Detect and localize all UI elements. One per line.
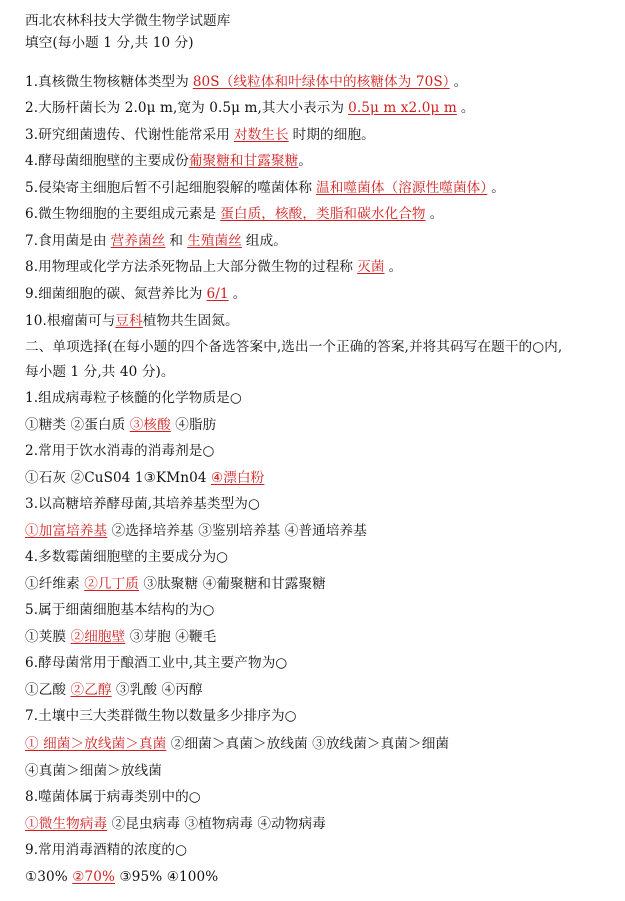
- q-text: 1.真核微生物核糖体类型为: [25, 74, 189, 90]
- option-4: ④普通培养基: [284, 523, 367, 539]
- q-text: 10.根瘤菌可与: [25, 313, 116, 329]
- doc-title: 西北农林科技大学微生物学试题库: [25, 13, 231, 29]
- choice-q4-stem: 4.多数霉菌细胞壁的主要成分为○: [25, 549, 229, 565]
- choice-q2-stem: 2.常用于饮水消毒的消毒剂是○: [25, 443, 215, 459]
- option-2: ②CuS04: [70, 470, 131, 486]
- option-1-correct: ①微生物病毒: [25, 816, 108, 832]
- q-text: 和: [169, 233, 184, 249]
- q-text: 。: [232, 286, 247, 302]
- q-answer: 豆科: [115, 313, 143, 329]
- option-4: ④动物病毒: [257, 816, 326, 832]
- option-2: ②昆虫病毒: [111, 816, 181, 832]
- choice-q6-options: [25, 681, 617, 699]
- choice-q3-stem: 3.以高糖培养酵母菌,其培养基类型为○: [25, 496, 260, 512]
- choice-q7-stem: 7.土壤中三大类群微生物以数量多少排序为○: [25, 708, 297, 724]
- option-2-correct: ②几丁质: [84, 576, 139, 592]
- q-text: 。: [453, 74, 468, 90]
- option-2: ②细菌＞真菌＞放线菌: [170, 736, 308, 752]
- q-text: 。: [491, 180, 505, 196]
- fill-q10: [25, 312, 617, 330]
- option-1: ①纤维素: [25, 576, 80, 592]
- option-1: ①荚膜: [25, 629, 67, 645]
- choice-q9-options: [25, 868, 617, 886]
- fill-q5: [25, 179, 617, 197]
- q-answer: 蛋白质，核酸，类脂和碳水化合物: [220, 206, 426, 222]
- choice-q7-options: [25, 735, 617, 753]
- fill-q8: [25, 258, 617, 276]
- fill-q2: [25, 99, 617, 117]
- choice-q8-options: [25, 815, 617, 833]
- choice-q7-options-cont: [25, 762, 617, 780]
- option-4: ④丙醇: [161, 682, 203, 698]
- q-answer: 0.5μ m x2.0μ m: [348, 100, 457, 116]
- q-answer: 80S（线粒体和叶绿体中的核糖体为 70S）: [192, 74, 450, 90]
- choice-q1-options: [25, 416, 617, 434]
- option-3: ③放线菌＞真菌＞细菌: [312, 736, 450, 752]
- q-answer: 营养菌丝: [110, 233, 166, 249]
- choice-q9-stem: 9.常用消毒酒精的浓度的○: [25, 842, 188, 858]
- fill-q9: [25, 285, 617, 303]
- choice-q5-stem: 5.属于细菌细胞基本结构的为○: [25, 602, 215, 618]
- option-4-correct: ④漂白粉: [211, 470, 265, 486]
- section-fill-heading: 填空(每小题 1 分,共 10 分): [25, 35, 194, 51]
- q-text: 植物共生固氮。: [142, 313, 239, 329]
- q-answer: 葡聚糖和甘露聚糖: [188, 153, 299, 169]
- choice-q1-stem: 1.组成病毒粒子核髓的化学物质是○: [25, 390, 242, 406]
- q-text: 6.微生物细胞的主要组成元素是: [25, 206, 217, 222]
- q-text: 9.细菌细胞的碳、氮营养比为: [25, 286, 203, 302]
- q-answer: 灭菌: [357, 259, 385, 275]
- option-3: ③鉴别培养基: [198, 523, 281, 539]
- option-1-correct: ①加富培养基: [25, 523, 108, 539]
- q-text: 。: [388, 259, 403, 275]
- option-4: ④真菌＞细菌＞放线菌: [25, 763, 162, 779]
- choice-q6-stem: 6.酵母菌常用于酿酒工业中,其主要产物为○: [25, 655, 288, 671]
- q-answer: 温和噬菌体（溶源性噬菌体）: [316, 180, 488, 196]
- q-answer: 6/1: [206, 286, 229, 302]
- q-text: 5.侵染寄主细胞后暂不引起细胞裂解的噬菌体称: [25, 180, 313, 196]
- option-3: 1③KMn04: [134, 470, 207, 486]
- section-choice-heading: 二、单项选择(在每小题的四个备选答案中,选出一个正确的答案,并将其码写在题干的○内,: [25, 339, 563, 355]
- q-text: 组成。: [245, 233, 287, 249]
- option-3: ③95%: [119, 869, 163, 885]
- choice-q8-stem: 8.噬菌体属于病毒类别中的○: [25, 789, 201, 805]
- option-4: ④100%: [166, 869, 219, 885]
- option-2: ②蛋白质: [70, 417, 126, 433]
- option-3: ③乳酸: [116, 682, 158, 698]
- option-3: ③肽聚糖: [143, 576, 199, 592]
- fill-q4: [25, 152, 617, 170]
- q-text: 2.大肠杆菌长为 2.0μ m,宽为 0.5μ m,其大小表示为: [25, 100, 345, 116]
- q-text: 。: [298, 153, 313, 169]
- option-2-correct: ②70%: [72, 869, 116, 885]
- fill-q6: [25, 205, 617, 223]
- option-3: ③芽胞: [129, 629, 171, 645]
- option-3: ③植物病毒: [184, 816, 253, 832]
- q-answer: 生殖菌丝: [187, 233, 242, 249]
- fill-q3: [25, 126, 617, 144]
- option-1-correct: ① 细菌＞放线菌＞真菌: [25, 736, 167, 752]
- option-1: ①30%: [25, 869, 68, 885]
- option-4: ④脂肪: [175, 417, 217, 433]
- option-4: ④鞭毛: [175, 629, 217, 645]
- option-2: ②选择培养基: [111, 523, 194, 539]
- q-text: 8.用物理或化学方法杀死物品上大部分微生物的过程称: [25, 259, 354, 275]
- option-2-correct: ②细胞壁: [70, 629, 126, 645]
- choice-q5-options: [25, 628, 617, 646]
- option-4: ④葡聚糖和甘露聚糖: [202, 576, 326, 592]
- q-text: 7.食用菌是由: [25, 233, 107, 249]
- choice-q4-options: [25, 575, 617, 593]
- option-1: ①糖类: [25, 417, 67, 433]
- q-text: 4.酵母菌细胞壁的主要成份: [25, 153, 189, 169]
- option-1: ①石灰: [25, 470, 67, 486]
- q-text: 时期的细胞。: [292, 127, 375, 143]
- q-text: 。: [460, 100, 475, 116]
- fill-q7: [25, 232, 617, 250]
- option-1: ①乙酸: [25, 682, 67, 698]
- q-answer: 对数生长: [233, 127, 289, 143]
- fill-q1: [25, 73, 617, 91]
- section-choice-heading-cont: 每小题 1 分,共 40 分)。: [25, 364, 175, 380]
- choice-q2-options: [25, 469, 617, 487]
- option-2-correct: ②乙醇: [70, 682, 112, 698]
- choice-q3-options: [25, 522, 617, 540]
- option-3-correct: ③核酸: [129, 417, 171, 433]
- q-text: 3.研究细菌遗传、代谢性能常采用: [25, 127, 230, 143]
- q-text: 。: [429, 206, 444, 222]
